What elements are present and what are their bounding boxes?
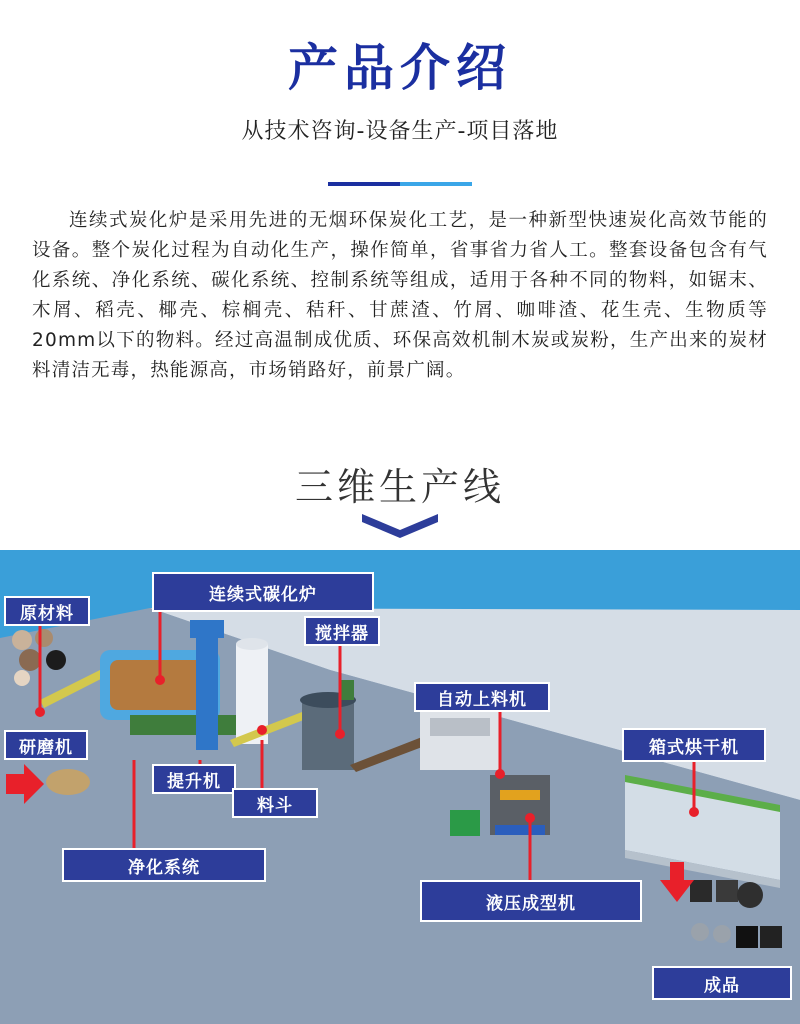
divider-right	[400, 182, 472, 186]
label-grinder: 研磨机	[4, 730, 88, 760]
intro-paragraph: 连续式炭化炉是采用先进的无烟环保炭化工艺，是一种新型快速炭化高效节能的设备。整个炭化过程为自动化生产，操作简单，省事省力省人工。整套设备包含有气化系统、净化系统、碳化系统、控制系统等组成，适用于各种不同的物料，如锯末、木屑、稻壳、椰壳、棕榈壳、秸秆、甘蔗渣、竹屑、咖啡渣、花生壳、生物质等20mm以下的物料。经过高温制成优质、环保高效机制木炭或炭粉，生产出来的炭材料清洁无毒，热能源高，市场销路好，前景广阔。	[32, 210, 768, 381]
section-title: 三维生产线	[294, 465, 505, 509]
page-subtitle: 从技术咨询-设备生产-项目落地	[241, 119, 559, 144]
divider-left	[328, 182, 400, 186]
label-raw-material: 原材料	[4, 596, 90, 626]
mixer-body	[302, 700, 354, 770]
label-auto-feeder: 自动上料机	[414, 682, 550, 712]
label-purification: 净化系统	[62, 848, 266, 882]
page-title: 产品介绍	[288, 39, 512, 97]
label-mixer: 搅拌器	[304, 616, 380, 646]
scene-illustration	[0, 550, 800, 1024]
hoist-tower	[196, 630, 218, 750]
chevron-down-icon	[360, 510, 440, 540]
sawdust-icon	[46, 769, 90, 795]
label-hopper: 料斗	[232, 788, 318, 818]
label-hydraulic-press: 液压成型机	[420, 880, 642, 922]
label-hoist: 提升机	[152, 764, 236, 794]
label-box-dryer: 箱式烘干机	[622, 728, 766, 762]
production-line-diagram	[0, 550, 800, 1024]
label-furnace: 连续式碳化炉	[152, 572, 374, 612]
label-product: 成品	[652, 966, 792, 1000]
